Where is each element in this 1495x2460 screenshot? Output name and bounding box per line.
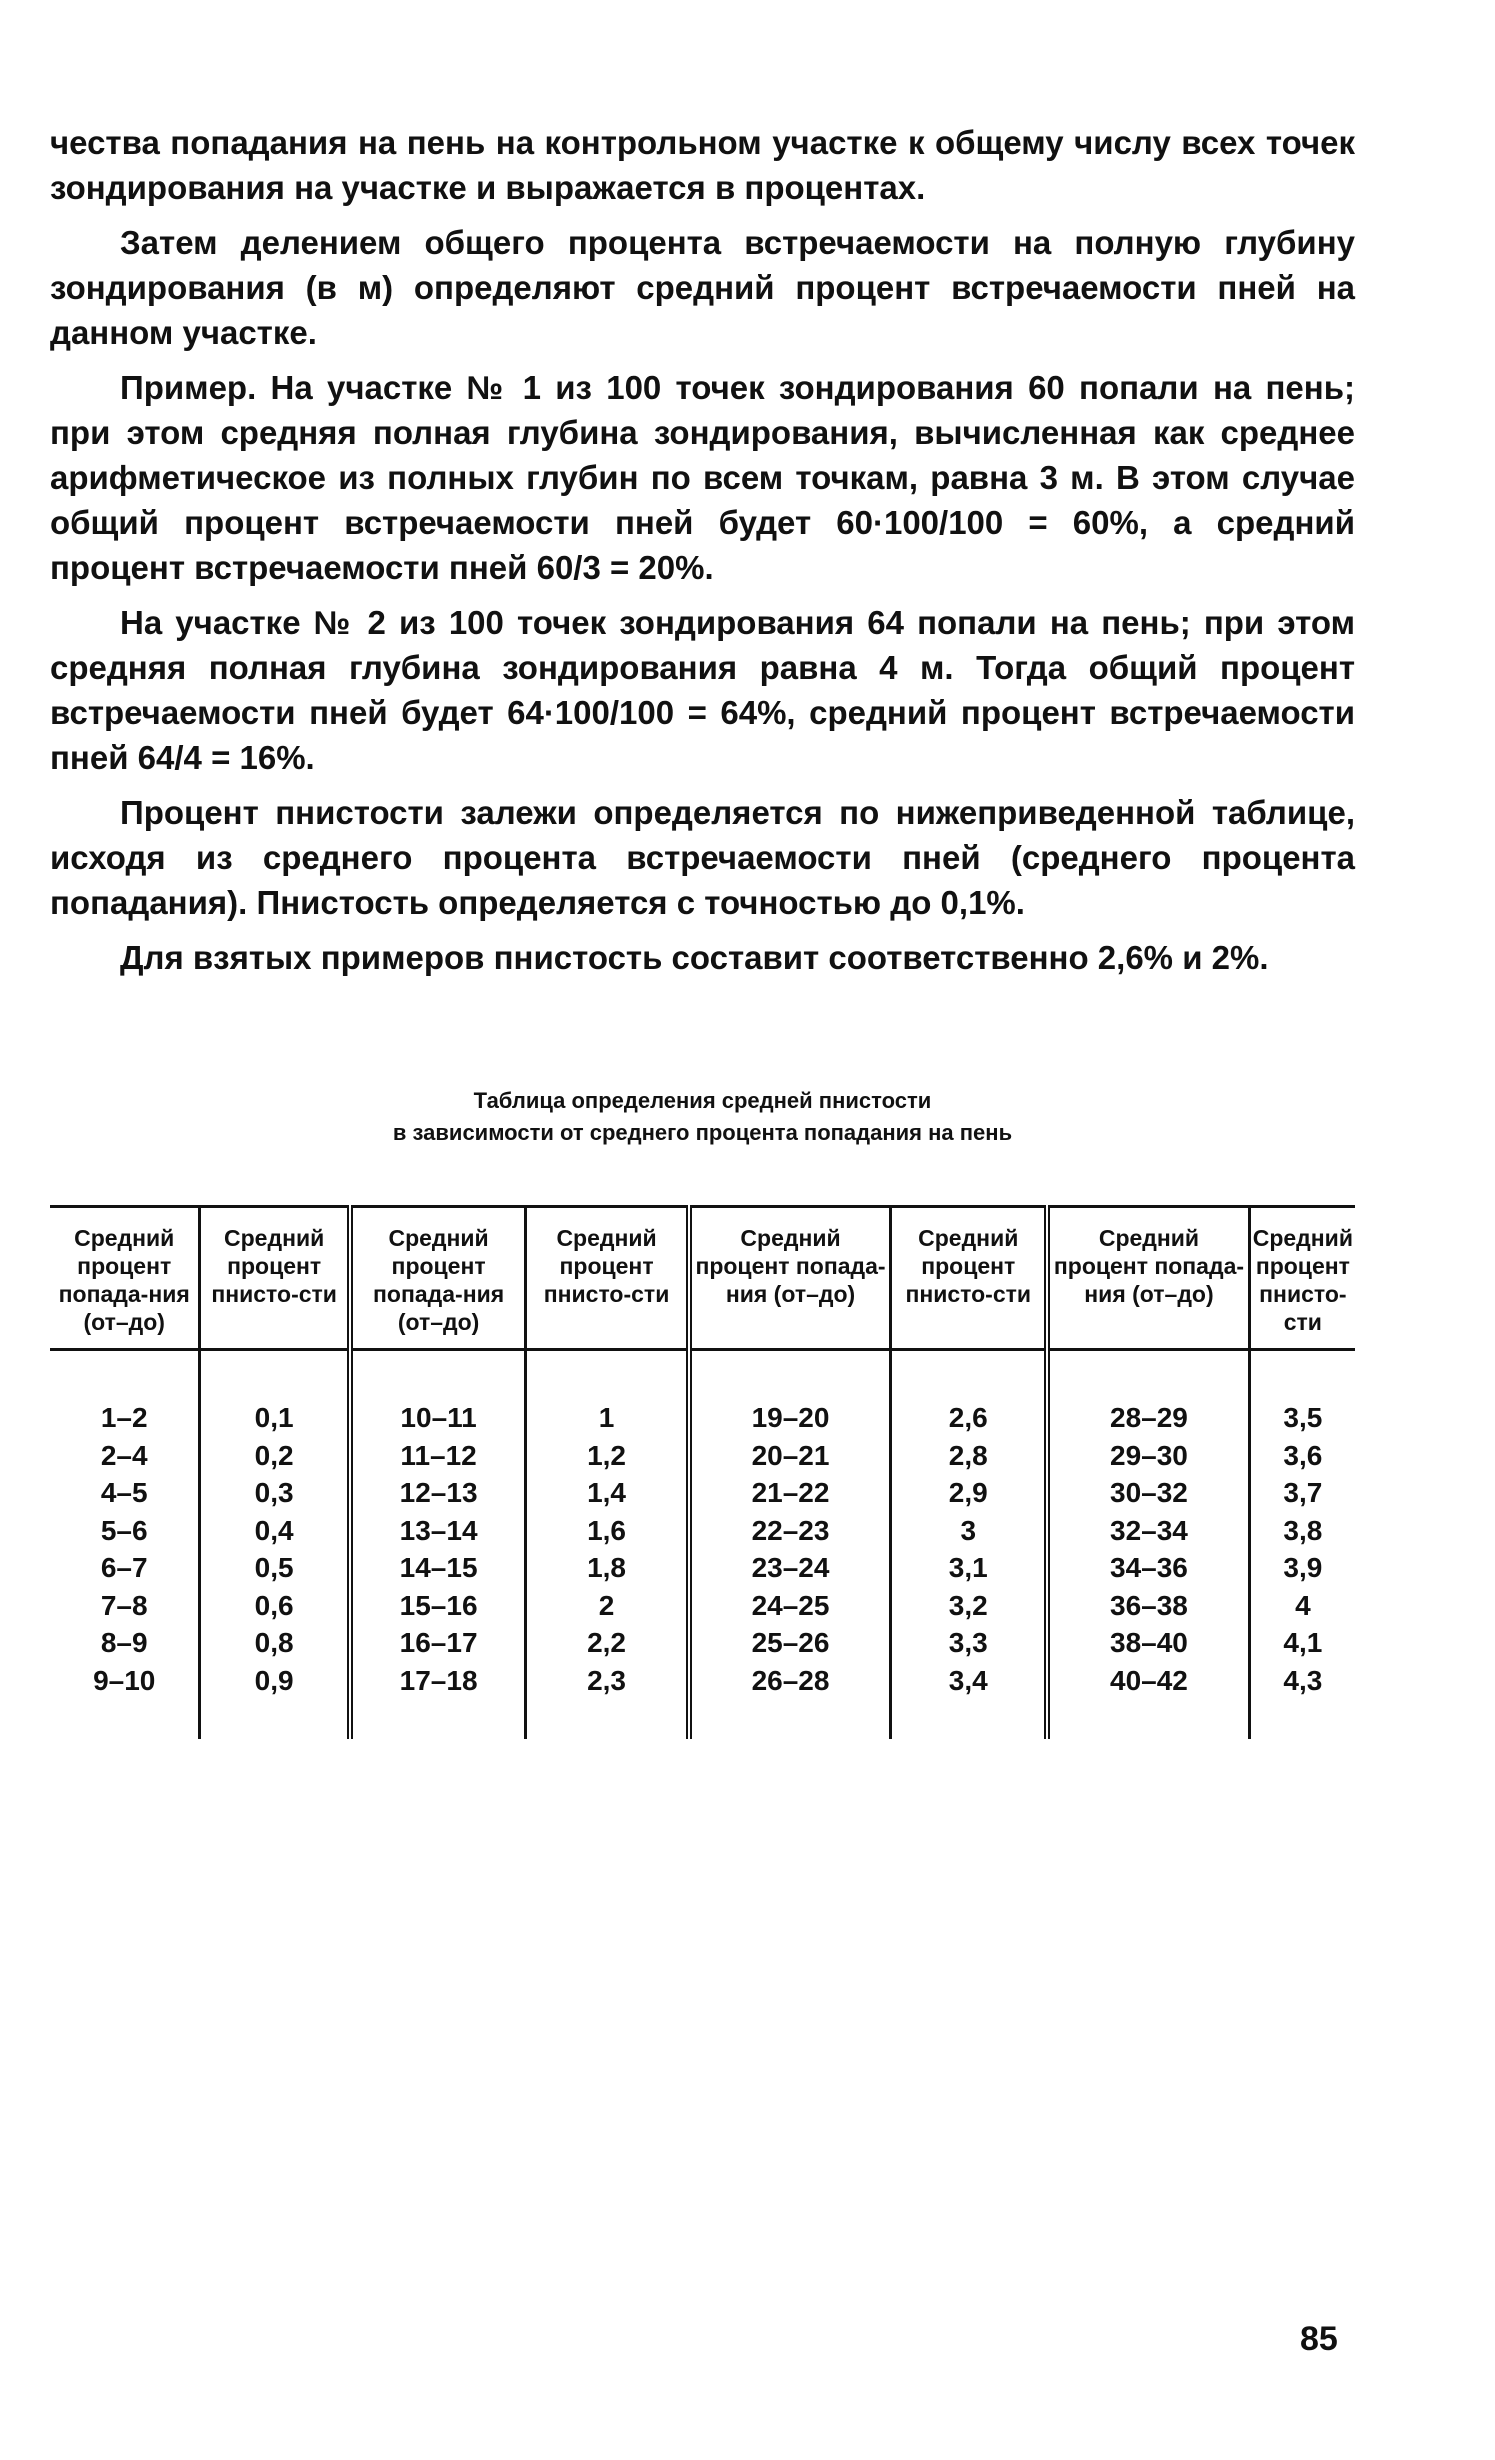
stump-percent-value: 1 [598, 1402, 615, 1433]
hit-range-value: 20–21 [751, 1439, 830, 1471]
paragraph-example-2: На участке № 2 из 100 точек зондирования 64 попали на пень; при этом средняя полная глубина зондирования равна 4 м. Тогда общий процент встречаемости пней будет 64·100/100 = 64%, средний процент встречаемости пней 64/4 = 16%. [50, 604, 1355, 776]
hit-range-value: 6–7 [100, 1552, 148, 1583]
paragraph-2: Затем делением общего процента встречаемости на полную глубину зондирования (в м) определяют средний процент встречаемости пней на данном участке. [50, 224, 1355, 351]
table-row [50, 1350, 1355, 1740]
table-caption-line-1: Таблица определения средней пнистости [473, 1088, 932, 1113]
stump-percent-column [526, 1350, 689, 1740]
stump-percent-value: 0,9 [254, 1664, 294, 1696]
body-text [50, 120, 1355, 990]
stump-percent-value: 1,4 [587, 1477, 627, 1508]
hit-range-value: 1–2 [100, 1402, 148, 1433]
stump-percent-value: 3,8 [1283, 1514, 1323, 1546]
hit-range-value: 26–28 [751, 1664, 830, 1696]
hit-range-value: 32–34 [1110, 1514, 1188, 1546]
hit-range-value: 2–4 [100, 1439, 148, 1471]
hit-range-value: 10–11 [400, 1402, 477, 1433]
hit-range-value: 19–20 [751, 1402, 830, 1433]
hit-range-value: 11–12 [400, 1439, 477, 1471]
stump-percent-value: 0,1 [254, 1402, 294, 1433]
pnistost-table [50, 1205, 1355, 1739]
table-header-row [50, 1207, 1355, 1350]
stump-percent-value: 0,3 [254, 1477, 294, 1508]
hit-range-value: 30–32 [1110, 1477, 1188, 1508]
stump-percent-value: 3,5 [1283, 1402, 1323, 1433]
hit-range-value: 14–15 [399, 1552, 478, 1583]
table-caption-line-2: в зависимости от среднего процента попадания на пень [392, 1120, 1013, 1145]
stump-percent-value: 1,6 [587, 1514, 627, 1546]
hit-range-value: 5–6 [100, 1514, 148, 1546]
stump-percent-value: 3,7 [1283, 1477, 1323, 1508]
hit-range-value: 36–38 [1110, 1589, 1188, 1621]
stump-percent-column [200, 1350, 350, 1740]
hit-range-value: 21–22 [751, 1477, 830, 1508]
stump-percent-value: 0,4 [254, 1514, 294, 1546]
stump-percent-value: 3,6 [1283, 1439, 1323, 1471]
hit-range-value: 38–40 [1110, 1627, 1188, 1658]
hit-range-column [350, 1350, 526, 1740]
header-stump-1: Средний процент пнисто-сти [200, 1207, 350, 1350]
page-number: 85 [1300, 2320, 1338, 2358]
hit-range-value: 34–36 [1110, 1552, 1188, 1583]
stump-percent-value: 0,8 [254, 1627, 294, 1658]
hit-range-value: 25–26 [751, 1627, 830, 1658]
hit-range-column [689, 1350, 891, 1740]
paragraph-1: чества попадания на пень на контрольном участке к общему числу всех точек зондирования на участке и выражается в процентах. [50, 124, 1355, 206]
stump-percent-value: 4,3 [1283, 1664, 1323, 1696]
stump-percent-value: 3 [960, 1514, 977, 1546]
hit-range-value: 9–10 [93, 1664, 156, 1696]
hit-range-value: 7–8 [100, 1589, 148, 1621]
stump-percent-value: 0,6 [254, 1589, 294, 1621]
header-stump-2: Средний процент пнисто-сти [526, 1207, 689, 1350]
stump-percent-value: 2,8 [948, 1439, 988, 1471]
stump-percent-value: 3,9 [1283, 1552, 1323, 1583]
stump-percent-value: 0,2 [254, 1439, 294, 1471]
header-stump-3: Средний процент пнисто-сти [891, 1207, 1047, 1350]
header-hit-range-3: Средний процент попада-ния (от–до) [689, 1207, 891, 1350]
stump-percent-column [1249, 1350, 1355, 1740]
hit-range-value: 12–13 [399, 1477, 478, 1508]
stump-percent-value: 4,1 [1283, 1627, 1323, 1658]
hit-range-value: 13–14 [399, 1514, 478, 1546]
table-caption [50, 1085, 1355, 1149]
stump-percent-value: 2,2 [587, 1627, 627, 1658]
stump-percent-value: 3,3 [948, 1627, 988, 1658]
stump-percent-column [891, 1350, 1047, 1740]
hit-range-value: 4–5 [100, 1477, 148, 1508]
paragraph-example-1: Пример. На участке № 1 из 100 точек зондирования 60 попали на пень; при этом средняя полная глубина зондирования, вычисленная как среднее арифметическое из полных глубин по всем точкам, равна 3 м. В этом случае общий процент встречаемости пней будет 60·100/100 = 60%, а средний процент встречаемости пней 60/3 = 20%. [50, 369, 1355, 586]
hit-range-value: 24–25 [751, 1589, 830, 1621]
stump-percent-value: 1,2 [587, 1439, 627, 1471]
hit-range-value: 17–18 [399, 1664, 478, 1696]
hit-range-value: 29–30 [1110, 1439, 1188, 1471]
stump-percent-value: 1,8 [587, 1552, 627, 1583]
hit-range-value: 23–24 [751, 1552, 830, 1583]
stump-percent-value: 3,2 [948, 1589, 988, 1621]
stump-percent-value: 2 [598, 1589, 615, 1621]
stump-percent-value: 0,5 [254, 1552, 294, 1583]
header-stump-4: Средний процент пнисто-сти [1249, 1207, 1355, 1350]
paragraph-conclusion: Для взятых примеров пнистость составит соответственно 2,6% и 2%. [120, 939, 1269, 976]
stump-percent-value: 2,3 [587, 1664, 627, 1696]
hit-range-value: 40–42 [1110, 1664, 1188, 1696]
hit-range-value: 22–23 [751, 1514, 830, 1546]
stump-percent-value: 4 [1295, 1589, 1311, 1621]
hit-range-value: 16–17 [399, 1627, 478, 1658]
stump-percent-value: 2,6 [948, 1402, 988, 1433]
hit-range-column [50, 1350, 200, 1740]
stump-percent-value: 3,4 [948, 1664, 988, 1696]
header-hit-range-1: Средний процент попада-ния (от–до) [50, 1207, 200, 1350]
hit-range-value: 8–9 [100, 1627, 148, 1658]
stump-percent-value: 3,1 [948, 1552, 988, 1583]
stump-percent-value: 2,9 [948, 1477, 988, 1508]
header-hit-range-2: Средний процент попада-ния (от–до) [350, 1207, 526, 1350]
hit-range-value: 15–16 [399, 1589, 478, 1621]
hit-range-column [1047, 1350, 1249, 1740]
hit-range-value: 28–29 [1110, 1402, 1188, 1433]
paragraph-table-intro: Процент пнистости залежи определяется по нижеприведенной таблице, исходя из среднего процента встречаемости пней (среднего процента попадания). Пнистость определяется с точностью до 0,1%. [50, 794, 1355, 921]
header-hit-range-4: Средний процент попада-ния (от–до) [1047, 1207, 1249, 1350]
